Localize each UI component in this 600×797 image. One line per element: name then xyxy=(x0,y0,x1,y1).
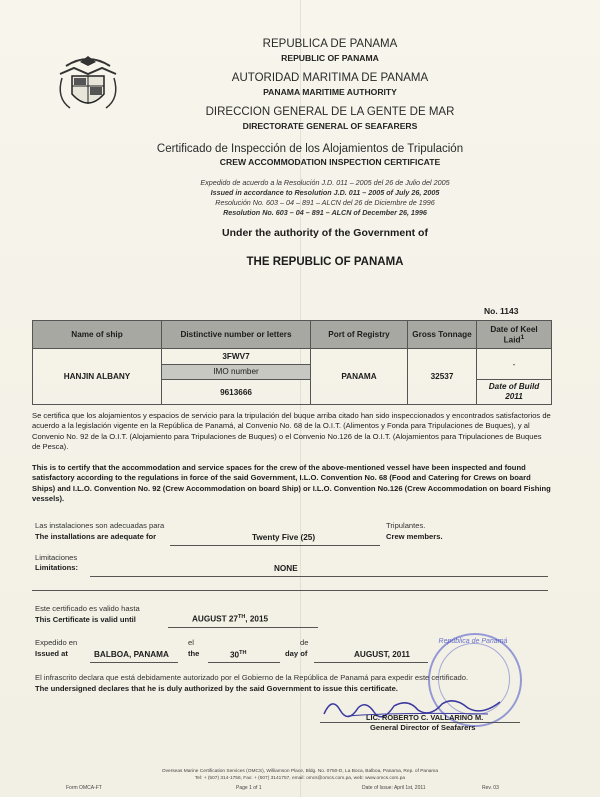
issued-place: BALBOA, PANAMA xyxy=(94,650,169,659)
valid-until-date xyxy=(192,614,268,624)
footer-form: Form OMCA-FT xyxy=(66,785,102,791)
declaration-es: El infrascrito declara que está debidamente autorizado por el Gobierno de la República de Panamá para expedir este certificado. xyxy=(35,673,469,682)
authority-en: PANAMA MARITIME AUTHORITY xyxy=(263,87,397,97)
issued-day-suffix: TH xyxy=(239,650,247,656)
directorate-es: DIRECCION GENERAL DE LA GENTE DE MAR xyxy=(205,106,455,118)
republic-es: REPUBLICA DE PANAMA xyxy=(262,38,398,50)
imo-number-cell: 9613666 xyxy=(162,380,311,405)
cert-title-en: CREW ACCOMMODATION INSPECTION CERTIFICATE xyxy=(219,157,441,167)
certification-paragraph-es: Se certifica que los alojamientos y espacios de servicio para la tripulación del buque arriba citado han sido inspeccionados y encontrados satisfactorios de acuerdo a la legislación vigente en la República de Panamá, al Convenio No. 68 de la O.I.T. (Alimentos y Fonda para Tripulaciones de Buques), y al Convenio No. 92 de la O.I.T. (Alojamiento para Tripulaciones de Buques) o el Convenio No.126 de la O.I.T. (Alojamientos para Tripulaciones de Buques de Pesca). xyxy=(32,411,551,452)
limitations-underline xyxy=(90,576,548,577)
footer-date: Date of Issue: April 1st, 2011 xyxy=(362,785,426,791)
resolution-3: Resolución No. 603 – 04 – 891 – ALCN del 26 de Diciembre de 1996 xyxy=(215,198,435,207)
signer-name: LIC. ROBERTO C. VALLARINO M. xyxy=(366,713,484,722)
keel-date-cell: - xyxy=(477,349,552,380)
valid-label-es: Este certificado es valido hasta xyxy=(35,604,140,613)
the-label: the xyxy=(188,649,200,658)
crew-label-en: Crew members. xyxy=(386,532,443,541)
de-label: de xyxy=(300,638,309,647)
resolution-1: Expedido de acuerdo a la Resolución J.D. 011 – 2005 del 26 de Julio del 2005 xyxy=(200,178,450,187)
directorate-en: DIRECTORATE GENERAL OF SEAFARERS xyxy=(242,121,418,131)
imo-label-cell: IMO number xyxy=(162,364,311,380)
government-name: THE REPUBLIC OF PANAMA xyxy=(246,256,404,268)
tonnage-cell: 32537 xyxy=(408,349,477,405)
build-year: 2011 xyxy=(505,392,523,401)
republic-en: REPUBLIC OF PANAMA xyxy=(281,53,379,63)
resolution-2: Issued in accordance to Resolution J.D. 011 – 2005 of July 26, 2005 xyxy=(210,188,440,197)
installations-label-en: The installations are adequate for xyxy=(35,532,157,541)
valid-month: AUGUST 27 xyxy=(192,614,238,624)
resolution-4: Resolution No. 603 – 04 – 891 – ALCN of December 26, 1996 xyxy=(223,208,427,217)
crew-label-es: Tripulantes. xyxy=(386,521,426,530)
header-tonnage: Gross Tonnage xyxy=(408,321,477,349)
limitations-line-2 xyxy=(32,590,548,591)
el-label: el xyxy=(188,638,194,647)
issued-day-underline xyxy=(208,662,280,663)
header-keel-label: Date of Keel Laid xyxy=(490,324,538,345)
limitations-label-en: Limitations: xyxy=(35,563,79,572)
footer-page: Page 1 of 1 xyxy=(236,785,262,791)
authority-line: Under the authority of the Government of xyxy=(222,227,428,239)
ship-name-cell: HANJIN ALBANY xyxy=(33,349,162,405)
footer-contact: Tel: + (507) 314-1756, Fax: + (507) 3141757, email: omcs@omcs.com.pa, web: www.omcs.com.pa xyxy=(194,776,406,781)
table-row xyxy=(33,349,552,365)
issued-month-underline xyxy=(314,662,428,663)
installations-label-es: Las instalaciones son adecuadas para xyxy=(35,521,165,530)
issued-day xyxy=(230,650,246,660)
signer-title: General Director of Seafarers xyxy=(370,723,476,732)
header-ship-name: Name of ship xyxy=(33,321,162,349)
table-header-row xyxy=(33,321,552,349)
header-keel xyxy=(477,321,552,349)
footer-rev: Rev. 03 xyxy=(482,785,499,791)
issued-place-underline xyxy=(90,662,178,663)
call-sign-cell: 3FWV7 xyxy=(162,349,311,365)
port-cell: PANAMA xyxy=(311,349,408,405)
valid-year: , 2015 xyxy=(245,614,269,624)
declaration-en: The undersigned declares that he is duly authorized by the said Government to issue this certificate. xyxy=(35,684,398,693)
crew-count-underline xyxy=(170,545,380,546)
coat-of-arms-icon xyxy=(52,48,124,120)
cert-title-es: Certificado de Inspección de los Alojamientos de Tripulación xyxy=(156,143,464,155)
issued-label-es: Expedido en xyxy=(35,638,78,647)
authority-es: AUTORIDAD MARITIMA DE PANAMA xyxy=(231,72,429,84)
certification-paragraph-en: This is to certify that the accommodation and service spaces for the crew of the above-mentioned vessel have been inspected and found satisfactory according to the regulations in force of the said Government, I.L.O. Convention No. 68 (Food and Catering for Crews on board Ships) and I.L.O. Convention No. 92 (Crew Accommodation on board Ship) or I.L.O. Convention No.126 (Crew Accommodation on board Fishing vessels). xyxy=(32,463,551,504)
limitations-value: NONE xyxy=(274,564,298,573)
limitations-label-es: Limitaciones xyxy=(35,553,78,562)
valid-label-en: This Certificate is valid until xyxy=(35,615,136,624)
stamp-text: República de Panamá xyxy=(438,638,508,645)
issued-label-en: Issued at xyxy=(35,649,68,658)
footer-address: Overseas Marine Certification Services (OMCS), Williamson Place, Bldg. No. 0750-D, La Boca, Balboa, Panama, Rep. of Panama xyxy=(161,769,439,774)
header-distinctive: Distinctive number or letters xyxy=(162,321,311,349)
issued-day-number: 30 xyxy=(230,650,240,660)
valid-underline xyxy=(168,627,318,628)
dayof-label: day of xyxy=(285,649,308,658)
crew-count: Twenty Five (25) xyxy=(252,533,316,542)
build-label: Date of Build xyxy=(488,382,540,391)
keel-footnote: 1 xyxy=(520,333,525,341)
issued-month: AUGUST, 2011 xyxy=(354,650,410,659)
valid-day-suffix: TH xyxy=(237,614,246,620)
certificate-number: No. 1143 xyxy=(484,306,519,316)
build-cell xyxy=(477,380,552,405)
header-port: Port of Registry xyxy=(311,321,408,349)
ship-details-table xyxy=(32,320,552,405)
